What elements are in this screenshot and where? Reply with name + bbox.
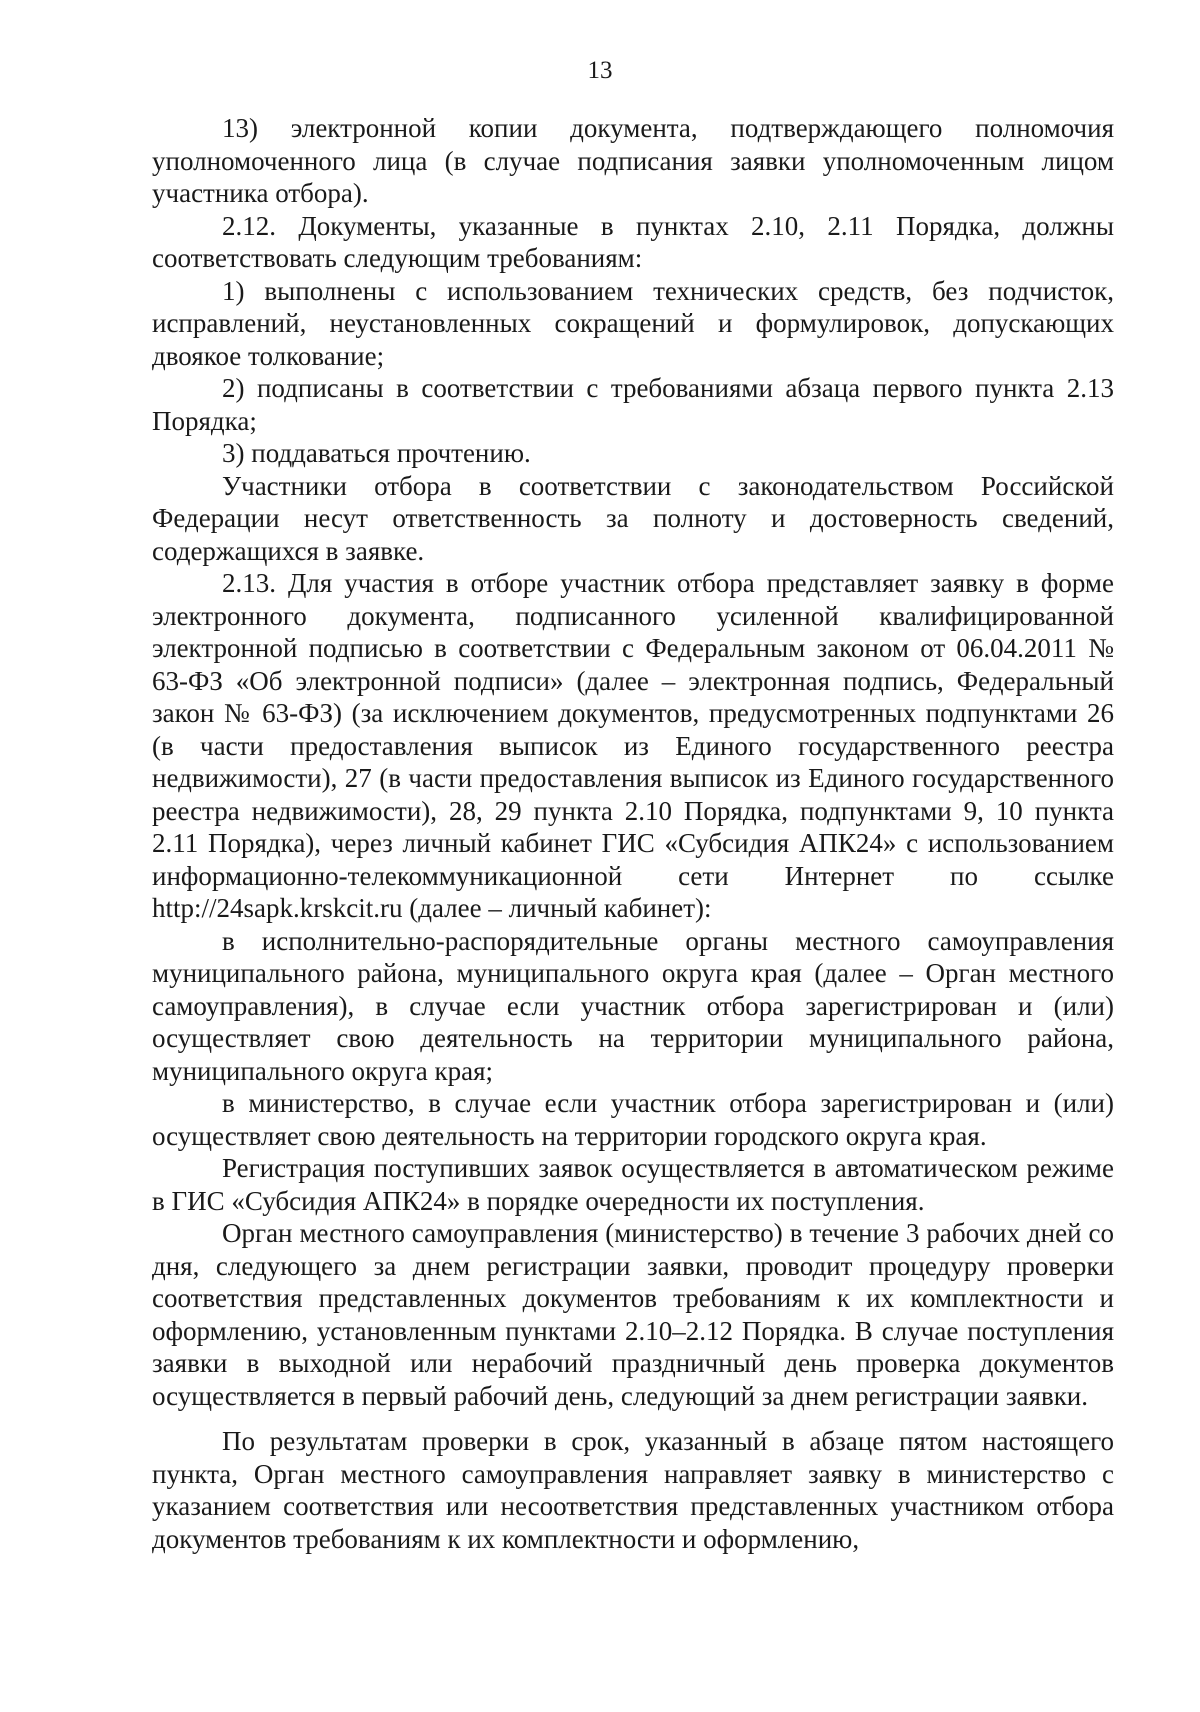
paragraph-requirement-3: 3) поддаваться прочтению. [222, 438, 531, 468]
paragraph-requirement-1: 1) выполнены с использованием технических средств, без подчисток, исправлений, неустановленных сокращений и формулировок, допускающих двоякое толкование; [152, 275, 1114, 371]
paragraph-registration: Регистрация поступивших заявок осуществляется в автоматическом режиме в ГИС «Субсидия АПК24» в порядке очередности их поступления. [152, 1153, 1114, 1216]
document-body [152, 112, 1114, 1555]
page-number: 13 [587, 57, 613, 84]
paragraph-results: По результатам проверки в срок, указанный в абзаце пятом настоящего пункта, Орган местного самоуправления направляет заявку в министерство с указанием соответствия или несоответствия представленных участником отбора документов требованиям к их комплектности и оформлению, [152, 1426, 1114, 1554]
paragraph-2-13: 2.13. Для участия в отборе участник отбора представляет заявку в форме электронного документа, подписанного усиленной квалифицированной электронной подписью в соответствии с Федеральным законом от 06.04.2011 № 63-ФЗ «Об электронной подписи» (далее – электронная подпись, Федеральный закон № 63-ФЗ) (за исключением документов, предусмотренных подпунктами 26 (в части предоставления выписок из Единого государственного реестра недвижимости), 27 (в части предоставления выписок из Единого государственного реестра недвижимости), 28, 29 пункта 2.10 Порядка, подпунктами 9, 10 пункта 2.11 Порядка), через личный кабинет ГИС «Субсидия АПК24» с использованием информационно-телекоммуникационной сети Интернет по ссылке http://24sapk.krskcit.ru (далее – личный кабинет): [152, 568, 1114, 923]
paragraph-local-authorities: в исполнительно-распорядительные органы местного самоуправления муниципального района, муниципального округа края (далее – Орган местного самоуправления), в случае если участник отбора зарегистрирован и (или) осуществляет свою деятельность на территории муниципального района, муниципального округа края; [152, 925, 1114, 1086]
paragraph-subitem-13: 13) электронной копии документа, подтверждающего полномочия уполномоченного лица (в случае подписания заявки уполномоченным лицом участника отбора). [152, 113, 1114, 208]
paragraph-verification: Орган местного самоуправления (министерство) в течение 3 рабочих дней со дня, следующего за днем регистрации заявки, проводит процедуру проверки соответствия представленных документов требованиям к их комплектности и оформлению, установленным пунктами 2.10–2.12 Порядка. В случае поступления заявки в выходной или нерабочий праздничный день проверка документов осуществляется в первый рабочий день, следующий за днем регистрации заявки. [152, 1218, 1114, 1411]
paragraph-participants-responsibility: Участники отбора в соответствии с законодательством Российской Федерации несут ответственность за полноту и достоверность сведений, содержащихся в заявке. [152, 470, 1114, 566]
paragraph-2-12: 2.12. Документы, указанные в пунктах 2.10, 2.11 Порядка, должны соответствовать следующим требованиям: [152, 210, 1114, 273]
paragraph-ministry: в министерство, в случае если участник отбора зарегистрирован и (или) осуществляет свою деятельность на территории городского округа края. [152, 1088, 1114, 1151]
paragraph-requirement-2: 2) подписаны в соответствии с требованиями абзаца первого пункта 2.13 Порядка; [152, 373, 1114, 436]
